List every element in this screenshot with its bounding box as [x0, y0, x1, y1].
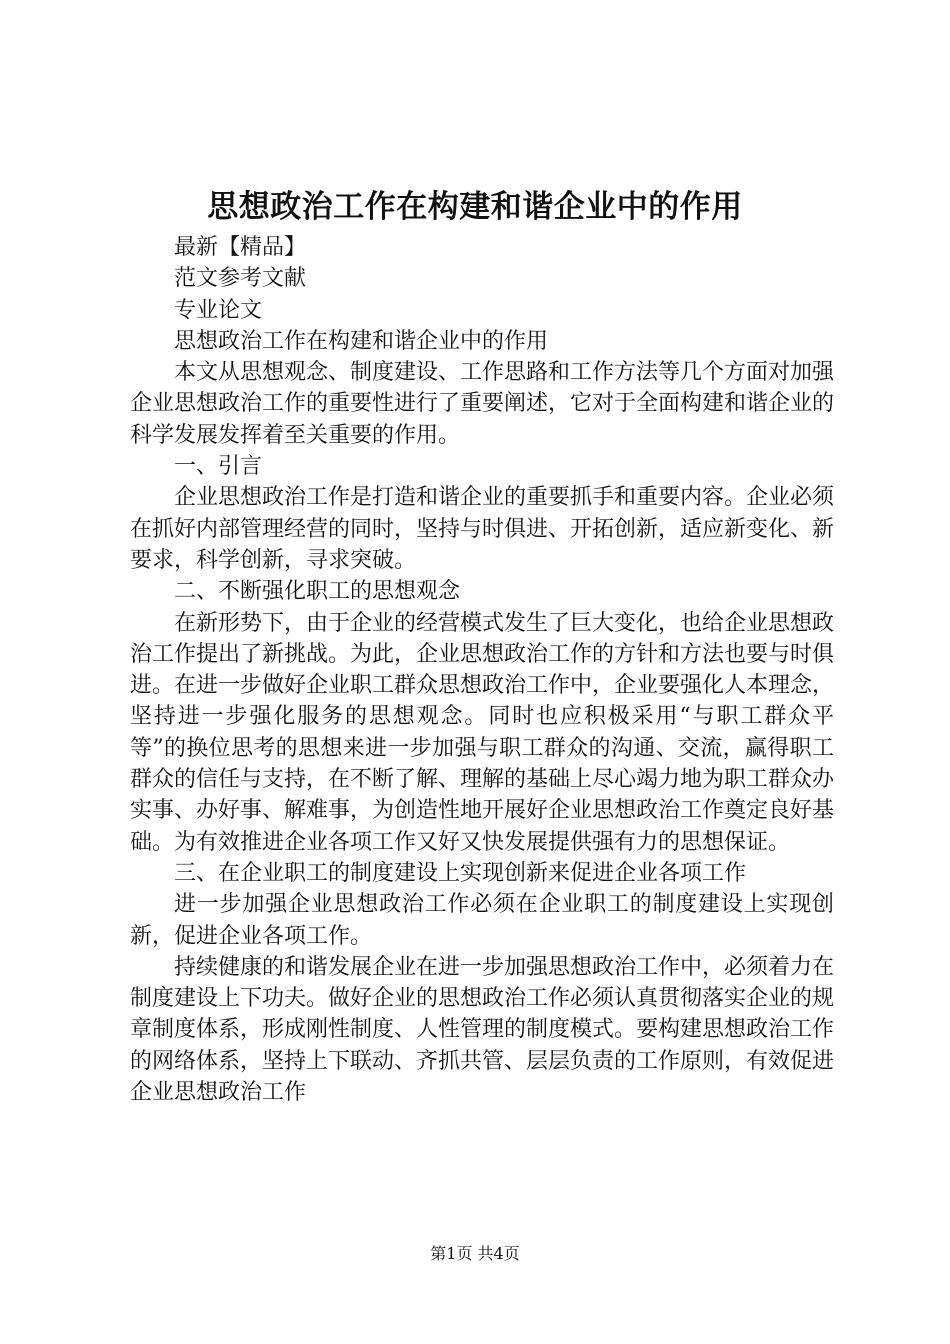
paragraph-label-references: 范文参考文献: [174, 266, 307, 292]
paragraph-section-2: 在新形势下，由于企业的经营模式发生了巨大变化，也给企业思想政治工作提出了新挑战。为此，企业思想政治工作的方针和方法也要与时俱进。在进一步做好企业职工群众思想政治工作中，企业要强化人本理念，坚持进一步强化服务的思想观念。同时也应积极采用“与职工群众平等”的换位思考的思想来进一步加强与职工群众的沟通、交流，赢得职工群众的信任与支持，在不断了解、理解的基础上尽心竭力地为职工群众办实事、办好事、解难事，为创造性地开展好企业思想政治工作奠定良好基础。为有效推进企业各项工作又好又快发展提供强有力的思想保证。: [130, 610, 835, 855]
paragraph-section-3b: 持续健康的和谐发展企业在进一步加强思想政治工作中，必须着力在制度建设上下功夫。做好企业的思想政治工作必须认真贯彻落实企业的规章制度体系，形成刚性制度、人性管理的制度模式。要构建思想政治工作的网络体系，坚持上下联动、齐抓共管、层层负责的工作原则，有效促进企业思想政治工作: [130, 954, 835, 1106]
section-heading-1: 一、引言: [174, 454, 263, 480]
paragraph-subtitle: 思想政治工作在构建和谐企业中的作用: [174, 328, 549, 354]
paragraph-section-1: 企业思想政治工作是打造和谐企业的重要抓手和重要内容。企业必须在抓好内部管理经营的同时，坚持与时俱进、开拓创新，适应新变化、新要求，科学创新，寻求突破。: [130, 485, 835, 573]
page-footer: 第1页 共4页: [430, 1244, 520, 1263]
paragraph-section-3a: 进一步加强企业思想政治工作必须在企业职工的制度建设上实现创新，促进企业各项工作。: [130, 892, 834, 949]
document-body: [130, 232, 834, 1108]
paragraph-abstract: 本文从思想观念、制度建设、工作思路和工作方法等几个方面对加强企业思想政治工作的重要性进行了重要阐述，它对于全面构建和谐企业的科学发展发挥着至关重要的作用。: [130, 360, 835, 448]
paragraph-label-paper: 专业论文: [174, 297, 263, 323]
document-title: 思想政治工作在构建和谐企业中的作用: [207, 189, 743, 225]
paragraph-label-latest: 最新【精品】: [174, 235, 307, 260]
section-heading-2: 二、不断强化职工的思想观念: [174, 579, 461, 605]
section-heading-3: 三、在企业职工的制度建设上实现创新来促进企业各项工作: [174, 860, 747, 886]
